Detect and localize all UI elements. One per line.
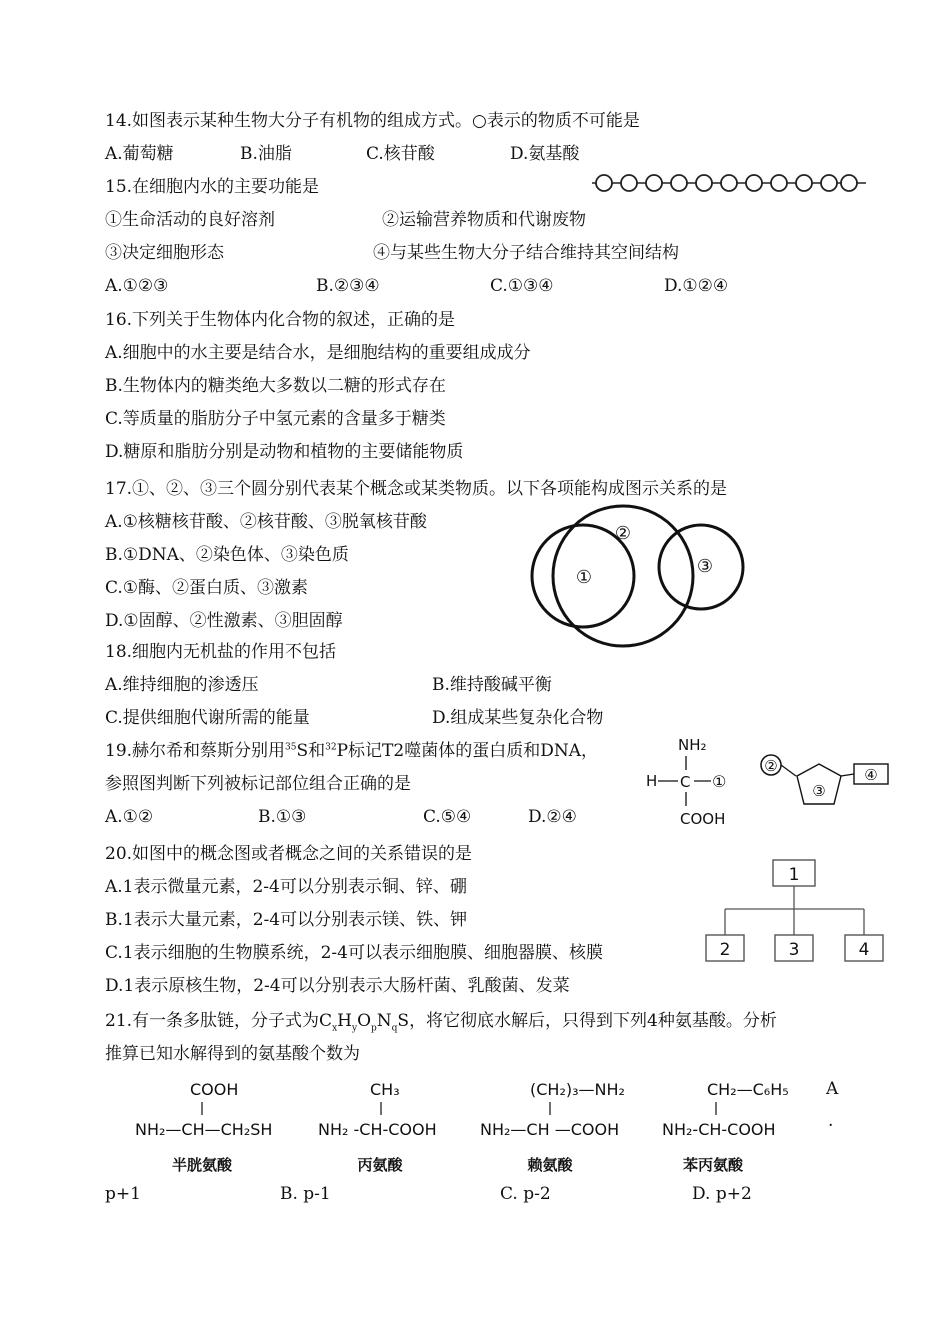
q21-option-a-dot: . <box>828 1111 834 1131</box>
q16-option-b: B.生物体内的糖类绝大多数以二糖的形式存在 <box>105 376 446 396</box>
q14-option-d: D.氨基酸 <box>510 144 580 164</box>
alanine-main-chain: NH₂ -CH-COOH <box>318 1120 437 1139</box>
q15-option-d: D.①②④ <box>664 276 729 296</box>
q17-stem: 17.①、②、③三个圆分别代表某个概念或某类物质。以下各项能构成图示关系的是 <box>105 479 728 499</box>
q15-option-b: B.②③④ <box>316 276 380 296</box>
q16-option-d: D.糖原和脂肪分别是动物和植物的主要储能物质 <box>105 442 464 462</box>
q16-option-c: C.等质量的脂肪分子中氢元素的含量多于糖类 <box>105 409 446 429</box>
lysine-name: 赖氨酸 <box>527 1156 573 1174</box>
marker-3: ③ <box>812 782 826 800</box>
marker-1: ① <box>712 772 727 791</box>
marker-4: ④ <box>864 766 878 784</box>
lysine-main-chain: NH₂—CH —COOH <box>480 1120 620 1139</box>
q20-option-d: D.1表示原核生物，2-4可以分别表示大肠杆菌、乳酸菌、发菜 <box>105 976 570 996</box>
lysine-top-group: (CH₂)₃—NH₂ <box>530 1080 625 1099</box>
cysteine-main-chain: NH₂—CH—CH₂SH <box>135 1120 273 1139</box>
venn-label-1: ① <box>575 567 593 588</box>
q15-statement-3: ③决定细胞形态 <box>105 243 224 263</box>
q18-option-a: A.维持细胞的渗透压 <box>105 675 259 695</box>
nh2-group: NH₂ <box>678 736 707 754</box>
q18-stem: 18.细胞内无机盐的作用不包括 <box>105 642 337 662</box>
q14-stem: 14.如图表示某种生物大分子有机物的组成方式。○表示的物质不可能是 <box>105 111 640 131</box>
q21-option-a-value: p+1 <box>105 1184 141 1204</box>
q16-option-a: A.细胞中的水主要是结合水，是细胞结构的重要组成成分 <box>105 343 531 363</box>
q19-option-b: B.①③ <box>258 807 307 827</box>
hydrogen-atom: H <box>646 772 658 790</box>
q20-option-c: C.1表示细胞的生物膜系统，2-4可以表示细胞膜、细胞器膜、核膜 <box>105 943 603 963</box>
q17-option-d: D.①固醇、②性激素、③胆固醇 <box>105 611 343 631</box>
concept-node-1: 1 <box>788 865 800 885</box>
q15-statement-2: ②运输营养物质和代谢废物 <box>382 210 586 230</box>
q21-option-c: C. p-2 <box>500 1184 551 1204</box>
q18-option-c: C.提供细胞代谢所需的能量 <box>105 708 310 728</box>
q21-stem-line2: 推算已知水解得到的氨基酸个数为 <box>105 1044 360 1064</box>
amino-acids-figure <box>130 1075 810 1180</box>
monomer-chain-figure <box>590 170 870 196</box>
q16-stem: 16.下列关于生物体内化合物的叙述，正确的是 <box>105 310 456 330</box>
phenylalanine-main-chain: NH₂-CH-COOH <box>662 1120 776 1139</box>
q15-option-a: A.①②③ <box>105 276 169 296</box>
venn-label-2: ② <box>614 523 632 544</box>
q20-option-a: A.1表示微量元素，2-4可以分别表示铜、锌、硼 <box>105 877 467 897</box>
q14-option-c: C.核苷酸 <box>366 144 435 164</box>
q19-stem-line2: 参照图判断下列被标记部位组合正确的是 <box>105 774 411 794</box>
q15-statement-4: ④与某些生物大分子结合维持其空间结构 <box>373 243 679 263</box>
venn-diagram <box>525 505 755 650</box>
cooh-group: COOH <box>680 810 726 828</box>
q17-option-b: B.①DNA、②染色体、③染色质 <box>105 545 349 565</box>
q19-stem: 19.赫尔希和蔡斯分别用$^{35}$S和$^{32}$P标记T2噬菌体的蛋白质和DNA， <box>105 741 598 761</box>
q21-option-b: B. p-1 <box>280 1184 331 1204</box>
q19-option-d: D.②④ <box>528 807 577 827</box>
q18-option-d: D.组成某些复杂化合物 <box>432 708 604 728</box>
q20-option-b: B.1表示大量元素，2-4可以分别表示镁、铁、钾 <box>105 910 468 930</box>
q15-option-c: C.①③④ <box>490 276 554 296</box>
q17-option-a: A.①核糖核苷酸、②核苷酸、③脱氧核苷酸 <box>105 512 427 532</box>
concept-tree-figure <box>704 855 889 967</box>
q21-option-d: D. p+2 <box>692 1184 752 1204</box>
q19-option-a: A.①② <box>105 807 154 827</box>
nucleotide-structure-figure <box>758 752 893 817</box>
concept-node-3: 3 <box>788 940 800 960</box>
concept-node-2: 2 <box>719 940 731 960</box>
phenylalanine-name: 苯丙氨酸 <box>682 1156 744 1174</box>
marker-2: ② <box>764 757 778 775</box>
q21-option-a-letter: A <box>826 1079 839 1099</box>
q17-option-c: C.①酶、②蛋白质、③激素 <box>105 578 309 598</box>
q14-option-a: A.葡萄糖 <box>105 144 174 164</box>
alanine-name: 丙氨酸 <box>357 1156 403 1174</box>
q14-option-b: B.油脂 <box>240 144 292 164</box>
q15-stem: 15.在细胞内水的主要功能是 <box>105 177 320 197</box>
cysteine-top-group: COOH <box>190 1080 239 1099</box>
q15-statement-1: ①生命活动的良好溶剂 <box>105 210 275 230</box>
alpha-carbon: C <box>680 773 691 791</box>
alanine-top-group: CH₃ <box>370 1080 400 1099</box>
phenylalanine-top-group: CH₂—C₆H₅ <box>707 1080 789 1099</box>
q21-stem: 21.有一条多肽链，分子式为$C_xH_yO_pN_qS$，将它彻底水解后，只得到下列4种氨基酸。分析 <box>105 1011 777 1034</box>
concept-node-4: 4 <box>858 940 870 960</box>
amino-acid-structure-figure <box>640 730 750 830</box>
q19-option-c: C.⑤④ <box>423 807 472 827</box>
q20-stem: 20.如图中的概念图或者概念之间的关系错误的是 <box>105 844 473 864</box>
q18-option-b: B.维持酸碱平衡 <box>432 675 552 695</box>
venn-label-3: ③ <box>696 556 714 577</box>
cysteine-name: 半胱氨酸 <box>171 1156 233 1174</box>
